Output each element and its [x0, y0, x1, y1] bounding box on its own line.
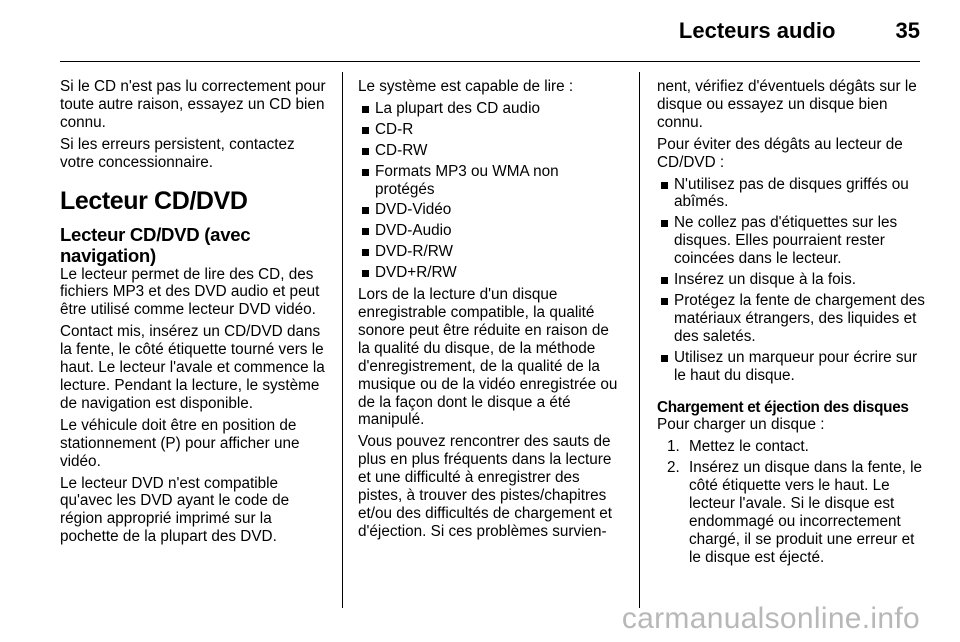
step-text: Insérez un disque dans la fente, le côté étiquette vers le haut. Le lecteur l'avale. Si le disque est endommagé ou incorrectement chargé, il se produit une erreur et le disque est éjecté. — [689, 459, 923, 566]
column-2 — [358, 78, 622, 545]
paragraph: Lors de la lecture d'un disque enregistrable compatible, la qualité sonore peut être réduite en raison de la qualité du disque, de la méthode d'enregistrement, de la qualité de la musique ou de la vidéo enregistrée ou de la façon dont le disque a été manipulé. — [358, 286, 618, 429]
list-item: CD-RW — [358, 142, 622, 160]
column-divider — [342, 72, 343, 608]
column-1 — [60, 78, 327, 550]
list-item: Protégez la fente de chargement des matériaux étrangers, des liquides et des saletés. — [657, 292, 925, 346]
list-item: Utilisez un marqueur pour écrire sur le haut du disque. — [657, 349, 925, 385]
paragraph: nent, vérifiez d'éventuels dégâts sur le disque ou essayez un disque bien connu. — [657, 78, 917, 131]
column-3 — [657, 78, 925, 570]
paragraph: Le véhicule doit être en position de stationnement (P) pour afficher une vidéo. — [60, 416, 300, 470]
page-title: Lecteurs audio — [678, 18, 836, 43]
watermark: carmanualsonline.info — [621, 602, 920, 635]
column-divider — [639, 72, 640, 608]
paragraph: Contact mis, insérez un CD/DVD dans la fente, le côté étiquette tourné vers le haut. Le lecteur l'avale et commence la lecture. Pendant la lecture, le système de navigation est disponible. — [60, 323, 325, 412]
paragraph: Le lecteur permet de lire des CD, des fichiers MP3 et des DVD audio et peut être utilisé comme lecteur DVD vidéo. — [60, 265, 320, 319]
list-item: CD-R — [358, 121, 622, 139]
paragraph: Pour charger un disque : — [657, 416, 825, 434]
paragraph: Le système est capable de lire : — [358, 78, 574, 95]
list-item: DVD-Audio — [358, 222, 622, 240]
list-item — [657, 459, 925, 566]
subsection-heading: Lecteur CD/DVD (avec navigation) — [60, 223, 251, 266]
subsection-heading: Chargement et éjection des disques — [657, 398, 909, 416]
step-number: 2. — [667, 459, 680, 477]
header-rule — [60, 61, 920, 62]
paragraph: Pour éviter des dégâts au lecteur de CD/DVD : — [657, 135, 903, 171]
list-item: Insérez un disque à la fois. — [657, 271, 925, 289]
paragraph: Le lecteur DVD n'est compatible qu'avec les DVD ayant le code de région approprié imprimé sur la pochette de la plupart des DVD. — [60, 474, 290, 546]
paragraph: Si les erreurs persistent, contactez votre concessionnaire. — [60, 135, 295, 171]
step-number: 1. — [667, 438, 680, 456]
list-item: DVD-Vidéo — [358, 201, 622, 219]
page-header — [679, 18, 920, 44]
list-item: N'utilisez pas de disques griffés ou abîmés. — [657, 176, 925, 212]
list-item: Formats MP3 ou WMA non protégés — [358, 163, 622, 199]
section-heading: Lecteur CD/DVD — [60, 186, 248, 215]
list-item: DVD+R/RW — [358, 264, 622, 282]
step-text: Mettez le contact. — [689, 438, 809, 456]
list-item — [657, 438, 925, 456]
steps-list — [657, 438, 925, 566]
paragraph: Si le CD n'est pas lu correctement pour toute autre raison, essayez un CD bien connu. — [60, 78, 326, 131]
list-item: Ne collez pas d'étiquettes sur les disques. Elles pourraient rester coincées dans le lecteur. — [657, 214, 925, 268]
list-item: La plupart des CD audio — [358, 100, 622, 118]
tips-list — [657, 176, 925, 385]
page-number: 35 — [895, 18, 920, 43]
format-list — [358, 100, 622, 282]
paragraph: Vous pouvez rencontrer des sauts de plus en plus fréquents dans la lecture et une difficulté à enregistrer des pistes, à trouver des pistes/chapitres et/ou des difficultés de chargement et d'éjection. Si ces problèmes survien- — [358, 433, 612, 540]
list-item: DVD-R/RW — [358, 243, 622, 261]
